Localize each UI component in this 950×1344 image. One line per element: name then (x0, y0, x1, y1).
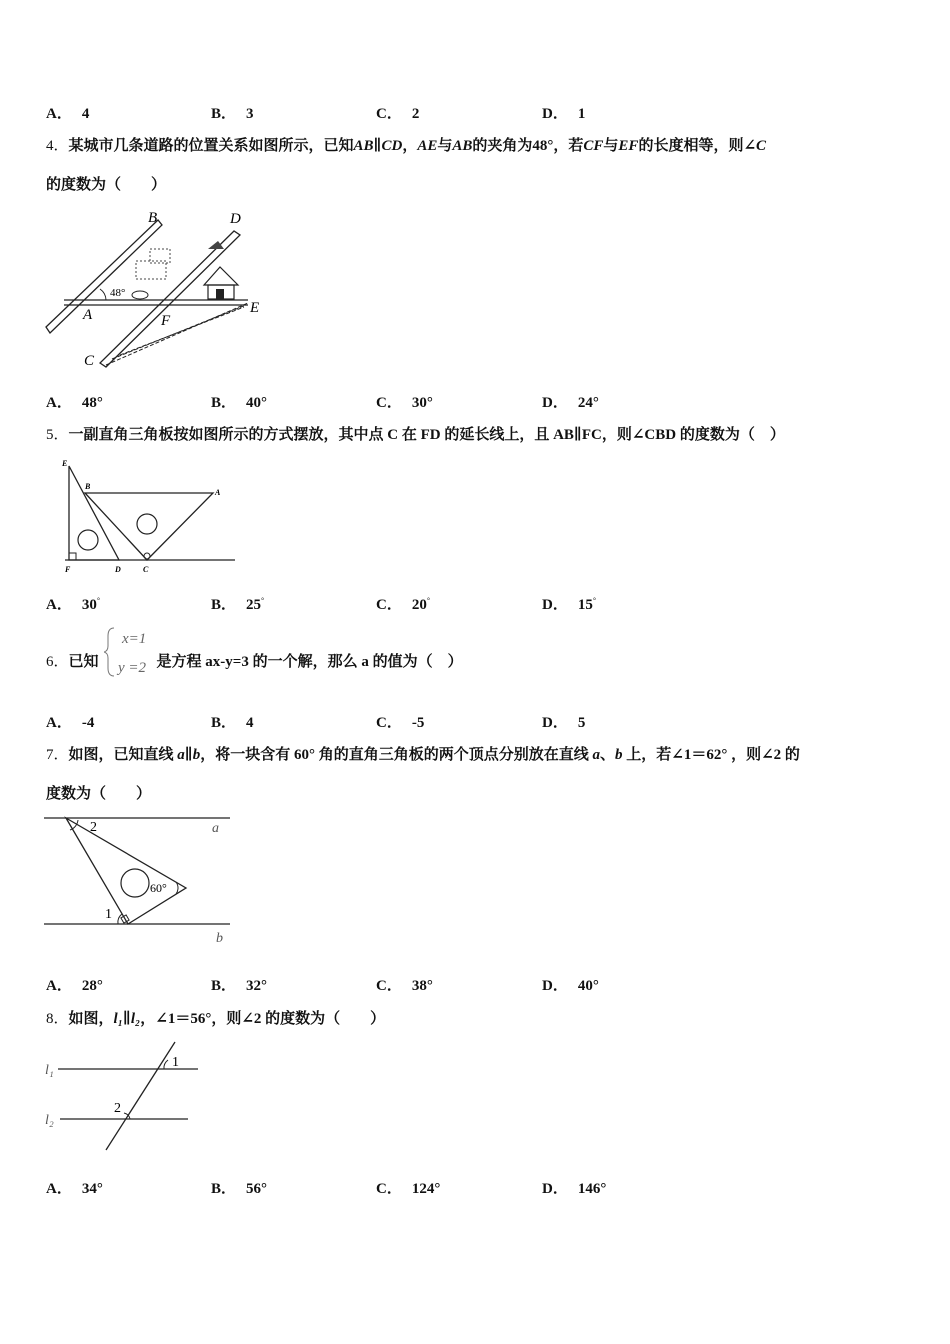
q7-figure (42, 810, 242, 950)
q4-option-b: B． 40° (211, 395, 268, 411)
q7-angle-1: 1 (105, 907, 112, 922)
q3-option-c: C． 2 (376, 106, 420, 122)
q5-label-d: D (115, 565, 121, 574)
q6-equation-system (104, 624, 164, 680)
q6-option-b: B． 4 (211, 715, 254, 731)
q7-option-a: A． 28° (46, 978, 103, 994)
q7-option-d: D． 40° (542, 978, 599, 994)
q4-stem: 4．某城市几条道路的位置关系如图所示，已知AB∥CD，AE与AB的夹角为48°，若CF与EF的长度相等，则∠C (46, 138, 767, 154)
q8-angle-1: 1 (172, 1055, 179, 1070)
q8-option-d: D． 146° (542, 1181, 607, 1197)
q4-option-c: C． 30° (376, 395, 433, 411)
q8-stem: 8．如图，l₁∥l₂，∠1＝56°，则∠2 的度数为（ ） (46, 1011, 386, 1027)
q6-option-d: D． 5 (542, 715, 586, 731)
q4-figure (40, 205, 280, 370)
q7-label-b: b (216, 931, 223, 946)
q8-angle-2: 2 (114, 1101, 121, 1116)
q6-eq-x: x=1 (122, 631, 147, 647)
q6-options (46, 711, 746, 733)
q4-label-f: F (161, 313, 171, 329)
q4-option-a: A． 48° (46, 395, 103, 411)
q5-label-b: B (85, 482, 91, 491)
q5-figure (55, 456, 240, 576)
q7-option-b: B． 32° (211, 978, 268, 994)
q8-label-l1: l₁ (45, 1063, 54, 1078)
q4-label-a: A (83, 307, 93, 323)
q5-options (46, 593, 746, 615)
q4-stem-cont: 的度数为（ ） (46, 177, 167, 193)
q3-option-b: B． 3 (211, 106, 254, 122)
q5-option-c: C． 20° (376, 596, 431, 613)
q7-option-c: C． 38° (376, 978, 433, 994)
q6-option-a: A． -4 (46, 715, 95, 731)
q7-options (46, 974, 746, 996)
q7-stem: 7．如图，已知直线 a∥b，将一块含有 60° 角的直角三角板的两个顶点分别放在直线 a、b 上，若∠1＝62° ，则∠2 的 (46, 747, 800, 763)
q8-option-b: B． 56° (211, 1181, 268, 1197)
q5-option-b: B． 25° (211, 596, 265, 613)
q5-option-d: D． 15° (542, 596, 597, 613)
q3-option-a: A． 4 (46, 106, 90, 122)
q8-options (46, 1177, 746, 1199)
q3-options (46, 102, 746, 124)
q6-stem: 6．已知 是方程 ax-y=3 的一个解，那么 a 的值为（ ） (46, 654, 463, 670)
q5-label-a: A (215, 488, 221, 497)
q5-label-f: F (65, 565, 71, 574)
q8-option-a: A． 34° (46, 1181, 103, 1197)
q8-label-l2: l₂ (45, 1113, 54, 1128)
q5-stem: 5．一副直角三角板按如图所示的方式摆放，其中点 C 在 FD 的延长线上，且 AB∥FC，则∠CBD 的度数为（ ） (46, 427, 785, 443)
q4-label-b: B (148, 210, 158, 226)
q4-option-d: D． 24° (542, 395, 599, 411)
q5-option-a: A． 30° (46, 596, 101, 613)
q7-angle-2: 2 (90, 820, 97, 835)
q4-angle-label: 48° (110, 287, 126, 299)
q5-label-c: C (143, 565, 149, 574)
q4-label-c: C (84, 353, 95, 369)
q7-angle-60: 60° (150, 881, 167, 895)
q8-option-c: C． 124° (376, 1181, 441, 1197)
q4-label-d: D (230, 211, 241, 227)
q5-label-e: E (62, 459, 68, 468)
q7-label-a: a (212, 821, 219, 836)
q8-figure (40, 1040, 205, 1155)
q3-option-d: D． 1 (542, 106, 586, 122)
q4-options (46, 391, 746, 413)
q6-option-c: C． -5 (376, 715, 425, 731)
q7-stem-cont: 度数为（ ） (46, 786, 152, 802)
q4-label-e: E (250, 300, 260, 316)
q6-eq-y: y =2 (118, 660, 147, 676)
